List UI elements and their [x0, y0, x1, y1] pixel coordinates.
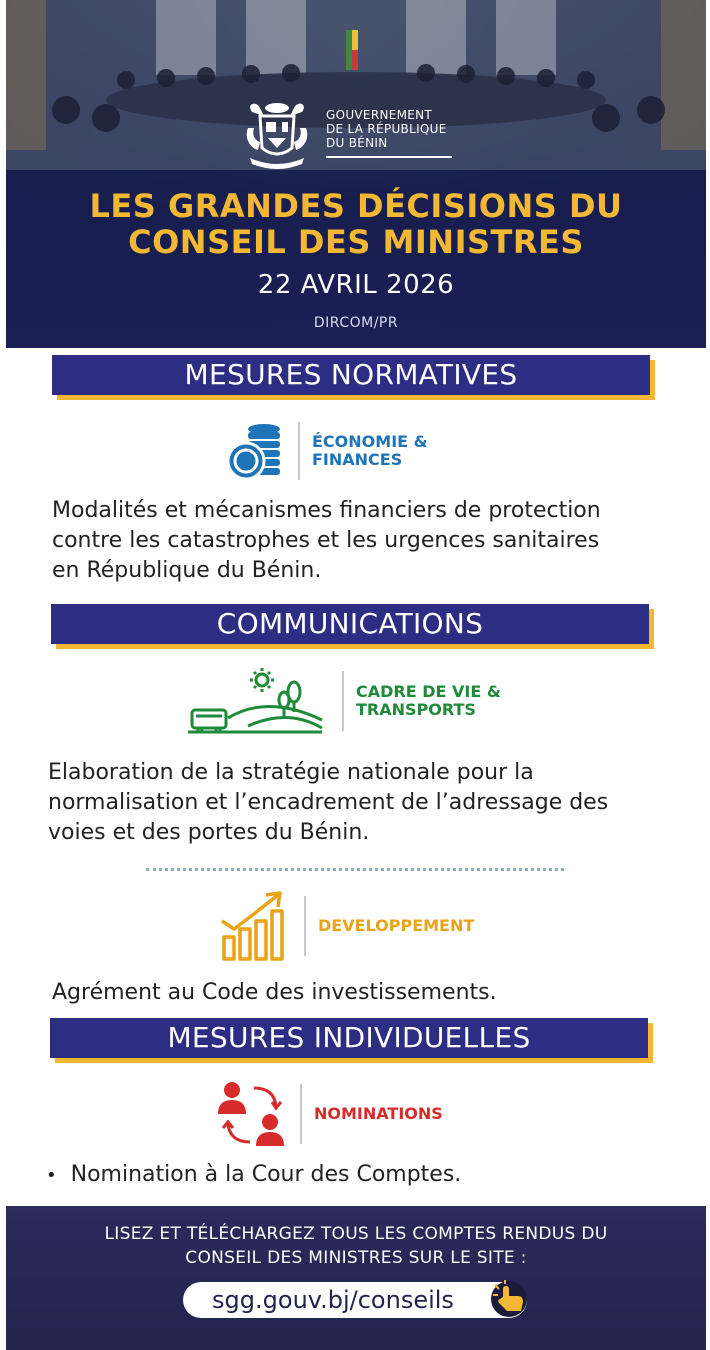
government-logo-block	[242, 98, 452, 170]
people-exchange-icon	[218, 1080, 286, 1148]
category-label-line2: TRANSPORTS	[356, 700, 476, 719]
source-credit: DIRCOM/PR	[313, 315, 399, 331]
section-banner-individuelles: MESURES INDIVIDUELLES	[50, 1018, 648, 1058]
cadre-description	[48, 758, 608, 848]
category-divider	[304, 896, 306, 956]
growth-chart-icon	[220, 891, 290, 961]
text-line: Elaboration de la stratégie nationale pour la	[48, 760, 534, 785]
category-label-line2: FINANCES	[312, 450, 403, 469]
category-divider	[300, 1084, 302, 1144]
bullet: •	[46, 1165, 57, 1186]
coat-of-arms-icon	[242, 98, 312, 170]
footer-line-1: LISEZ ET TÉLÉCHARGEZ TOUS LES COMPTES RENDUS DU	[104, 1224, 608, 1244]
page-title	[6, 188, 706, 260]
section-banner-communications: COMMUNICATIONS	[51, 604, 649, 644]
website-link[interactable]	[183, 1282, 527, 1318]
category-developpement	[220, 890, 474, 962]
economie-description	[52, 496, 601, 586]
gov-line-1: GOUVERNEMENT	[326, 108, 433, 122]
header-banner	[6, 0, 706, 348]
category-label: NOMINATIONS	[314, 1104, 443, 1123]
footer-message	[6, 1222, 706, 1270]
text-line: contre les catastrophes et les urgences sanitaires	[52, 528, 600, 553]
footer-line-2: CONSEIL DES MINISTRES SUR LE SITE :	[185, 1248, 527, 1268]
dotted-separator	[146, 868, 564, 871]
hand-click-icon	[489, 1279, 533, 1319]
title-line-2: CONSEIL DES MINISTRES	[128, 223, 584, 261]
section-banner-normatives: MESURES NORMATIVES	[52, 355, 650, 395]
coins-icon	[226, 421, 286, 481]
nomination-item	[46, 1160, 461, 1191]
category-label: DEVELOPPEMENT	[318, 916, 475, 935]
developpement-description: Agrément au Code des investissements.	[52, 980, 497, 1005]
nomination-text: Nomination à la Cour des Comptes.	[70, 1162, 462, 1187]
text-line: voies et des portes du Bénin.	[48, 820, 370, 845]
category-label-line1: ÉCONOMIE &	[312, 432, 428, 451]
category-divider	[342, 671, 344, 731]
landscape-bus-icon	[188, 668, 326, 734]
category-divider	[298, 422, 300, 480]
category-cadre-de-vie	[188, 668, 501, 734]
footer	[6, 1206, 706, 1350]
website-url[interactable]: sgg.gouv.bj/conseils	[212, 1286, 454, 1314]
gov-underline	[326, 156, 452, 158]
category-nominations	[218, 1080, 443, 1148]
gov-line-2: DE LA RÉPUBLIQUE	[326, 122, 447, 136]
text-line: en République du Bénin.	[52, 558, 322, 583]
meeting-date: 22 AVRIL 2026	[257, 270, 455, 300]
title-line-1: LES GRANDES DÉCISIONS DU	[89, 187, 623, 225]
text-line: normalisation et l’encadrement de l’adressage des	[48, 790, 609, 815]
category-label-line1: CADRE DE VIE &	[356, 682, 501, 701]
category-economie	[226, 420, 428, 482]
text-line: Modalités et mécanismes financiers de protection	[52, 498, 601, 523]
gov-line-3: DU BÉNIN	[326, 136, 388, 150]
